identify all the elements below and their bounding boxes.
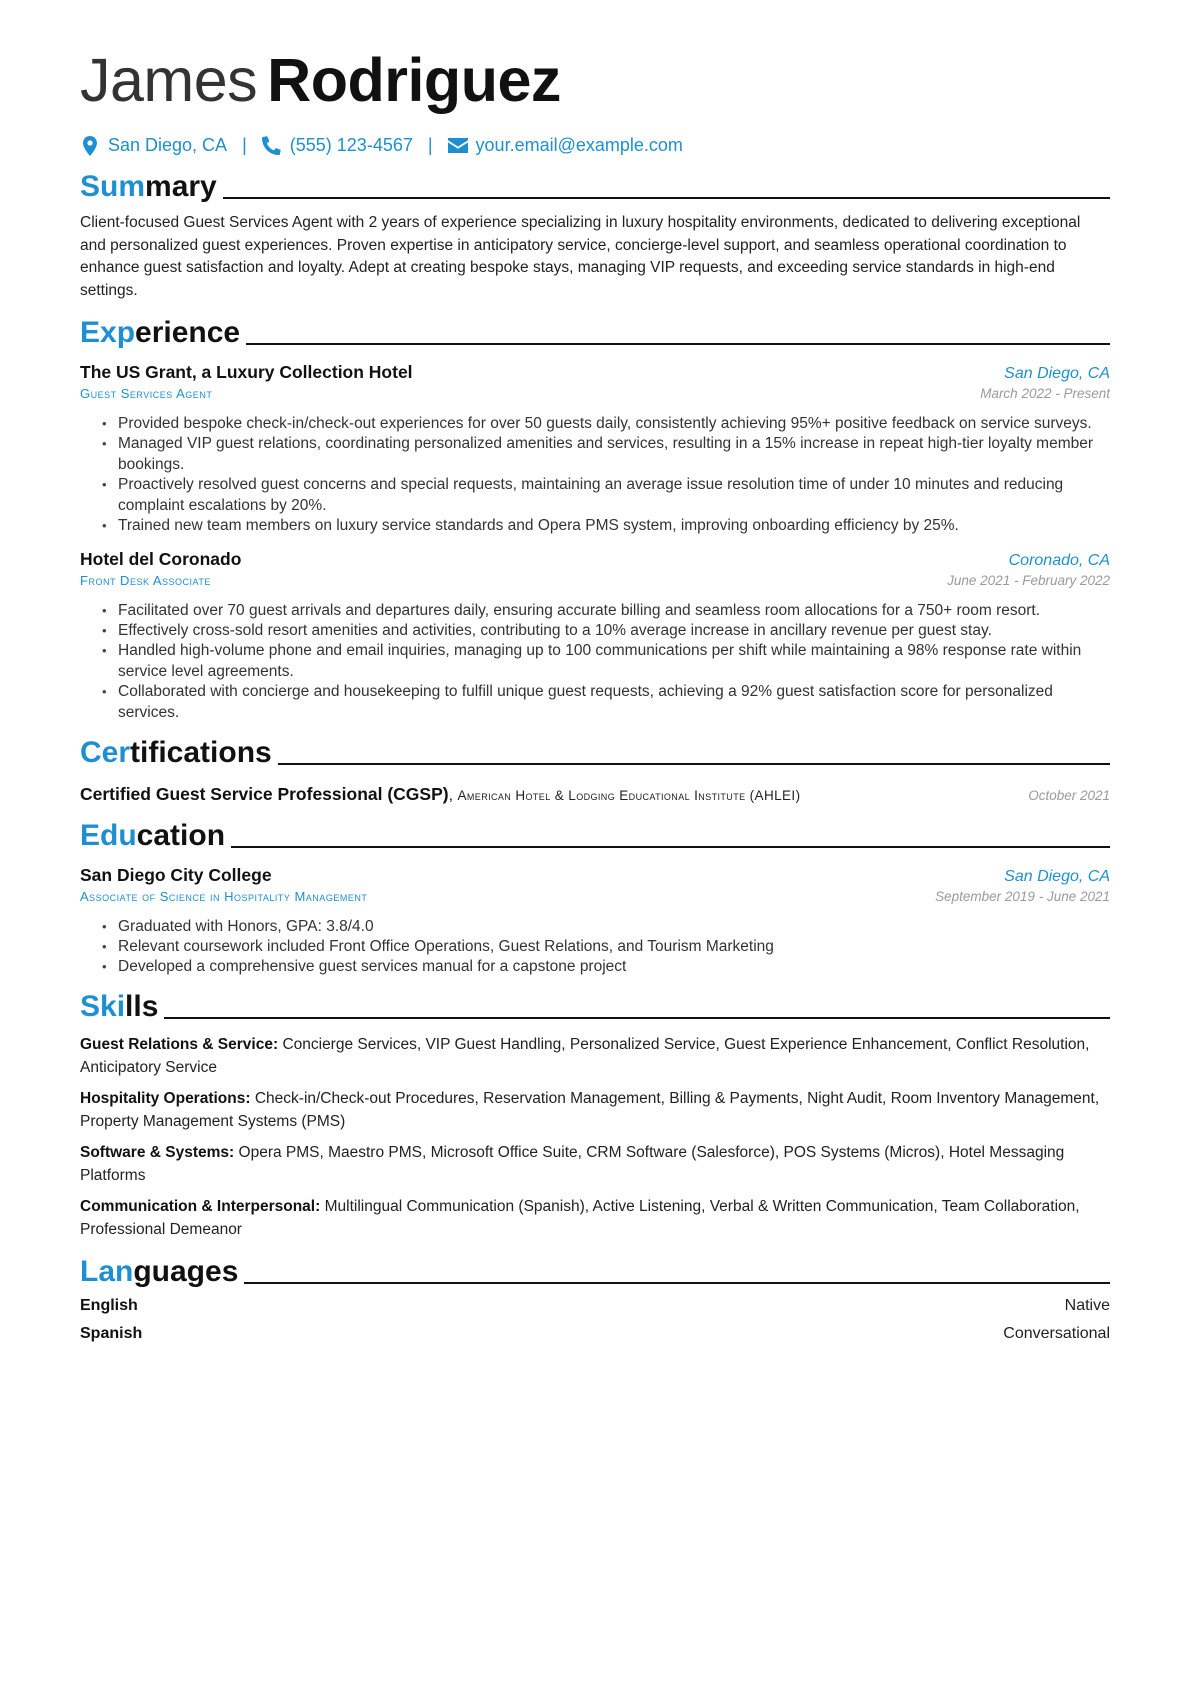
contact-email[interactable] [448,135,683,156]
education-entry [80,865,1110,977]
section-title-skills [80,992,158,1022]
summary-section-header [80,172,1110,202]
contact-bar [80,135,1110,156]
bullet-item: • Handled high-volume phone and email inquiries, managing up to 100 communications per shift while maintaining a 98% response rate within service level agreements. [102,640,1110,682]
email-text: your.email@example.com [475,135,683,155]
skill-group-items: Opera PMS, Maestro PMS, Microsoft Office Suite, CRM Software (Salesforce), POS Systems (Micros), Hotel Messaging Platforms [80,1144,1065,1184]
envelope-icon [448,136,468,156]
section-divider [244,1282,1110,1284]
certification-separator: , [448,787,458,804]
location-text: San Diego, CA [108,135,228,155]
skill-group-items: Multilingual Communication (Spanish), Active Listening, Verbal & Written Communication, Team Collaboration, Professional Demeanor [80,1198,1080,1238]
skills-section-header [80,992,1110,1022]
education-section-header [80,821,1110,851]
contact-separator: | [242,135,247,155]
section-title-rest: erience [135,316,241,349]
section-title-certifications [80,738,272,768]
skill-group [80,1034,1110,1079]
employer-name: Hotel del Coronado [80,549,242,569]
section-title-rest: guages [133,1255,239,1288]
section-divider [278,763,1110,765]
section-divider [231,846,1110,848]
section-divider [246,343,1110,345]
job-title: Guest Services Agent [80,386,213,401]
job-dates: March 2022 - Present [980,386,1110,401]
language-level: Conversational [1003,1325,1110,1342]
contact-separator: | [427,135,433,155]
summary-text: Client-focused Guest Services Agent with 2 years of experience specializing in luxury hospitality environments, dedicated to delivering exceptional and personalized guest experiences. Proven expertise in anticipatory service, concierge-level support, and seamless operational coordination to enhance guest satisfaction and loyalty. Adept at creating bespoke stays, managing VIP requests, and exceeding service standards in high-end settings. [80,214,1081,299]
bullet-item: • Provided bespoke check-in/check-out experiences for over 50 guests daily, consistently achieving 95%+ positive feedback on service surveys. [102,413,1110,434]
skill-group-label: Guest Relations & Service: [80,1036,279,1053]
contact-location [80,135,227,156]
language-row [80,1325,1110,1343]
experience-entry [80,362,1110,536]
bullet-item: • Managed VIP guest relations, coordinating personalized amenities and services, resulting in a 15% increase in repeat high-tier loyalty member bookings. [102,433,1110,475]
job-location: San Diego, CA [1004,365,1110,382]
section-title-accent: Exp [80,316,136,349]
languages-section-header [80,1257,1110,1287]
phone-icon [262,136,282,156]
phone-text: (555) 123-4567 [289,135,413,155]
bullet-item: • Effectively cross-sold resort amenities and activities, contributing to a 10% average increase in ancillary revenue per guest stay. [102,620,1110,641]
section-divider [223,197,1110,199]
education-dates: September 2019 - June 2021 [935,889,1110,904]
education-bullets [80,916,1110,977]
certification-name: Certified Guest Service Professional (CGSP) [80,784,449,804]
section-title-accent: Sum [80,170,146,203]
experience-entry [80,549,1110,723]
certification-date: October 2021 [1028,788,1110,803]
first-name: James [80,46,258,114]
certification-entry [80,784,1110,805]
bullet-item: • Collaborated with concierge and housekeeping to fulfill unique guest requests, achieving a 92% guest satisfaction score for personalized services. [102,681,1110,723]
section-title-experience [80,318,240,348]
skill-group-label: Hospitality Operations: [80,1090,251,1107]
section-title-rest: lls [125,990,159,1023]
certification-issuer: American Hotel & Lodging Educational Institute (AHLEI) [457,788,801,803]
skill-group-label: Communication & Interpersonal: [80,1198,321,1215]
school-name: San Diego City College [80,865,272,885]
bullet-item: • Relevant coursework included Front Office Operations, Guest Relations, and Tourism Marketing [102,936,1110,957]
language-row [80,1297,1110,1315]
contact-phone[interactable] [262,135,413,156]
section-title-rest: mary [145,170,217,203]
skill-group [80,1142,1110,1187]
language-name: Spanish [80,1325,143,1342]
section-title-rest: cation [136,819,226,852]
job-bullets [80,600,1110,723]
skill-group-label: Software & Systems: [80,1144,235,1161]
experience-section-header [80,318,1110,348]
employer-name: The US Grant, a Luxury Collection Hotel [80,362,413,382]
section-title-languages [80,1257,238,1287]
bullet-item: • Proactively resolved guest concerns and special requests, maintaining an average issue resolution time of under 10 minutes and reducing complaint escalations by 20%. [102,474,1110,516]
last-name: Rodriguez [267,46,561,114]
language-level: Native [1064,1297,1110,1314]
section-title-accent: Lan [80,1255,134,1288]
skill-group [80,1196,1110,1241]
section-title-education [80,821,225,851]
section-title-accent: Edu [80,819,137,852]
degree-name: Associate of Science in Hospitality Management [80,889,368,904]
skill-group [80,1088,1110,1133]
job-title: Front Desk Associate [80,573,211,588]
section-divider [164,1017,1110,1019]
bullet-item: • Trained new team members on luxury service standards and Opera PMS system, improving onboarding efficiency by 25%. [102,515,1110,536]
map-pin-icon [80,136,100,156]
section-title-summary [80,172,217,202]
bullet-item: • Developed a comprehensive guest services manual for a capstone project [102,956,1110,977]
certifications-section-header [80,738,1110,768]
job-dates: June 2021 - February 2022 [947,573,1110,588]
bullet-item: • Graduated with Honors, GPA: 3.8/4.0 [102,916,1110,937]
candidate-name [80,46,1110,114]
section-title-accent: Ski [80,990,126,1023]
language-name: English [80,1297,138,1314]
bullet-item: • Facilitated over 70 guest arrivals and departures daily, ensuring accurate billing and seamless room allocations for a 750+ room resort. [102,600,1110,621]
section-title-accent: Cer [80,736,131,769]
skill-group-items: Check-in/Check-out Procedures, Reservation Management, Billing & Payments, Night Audit, Room Inventory Management, Property Management Systems (PMS) [80,1090,1100,1130]
school-location: San Diego, CA [1004,868,1110,885]
skill-group-items: Concierge Services, VIP Guest Handling, Personalized Service, Guest Experience Enhancement, Conflict Resolution, Anticipatory Service [80,1036,1090,1076]
job-location: Coronado, CA [1008,552,1110,569]
skills-list [80,1034,1110,1241]
job-bullets [80,413,1110,536]
section-title-rest: tifications [130,736,272,769]
